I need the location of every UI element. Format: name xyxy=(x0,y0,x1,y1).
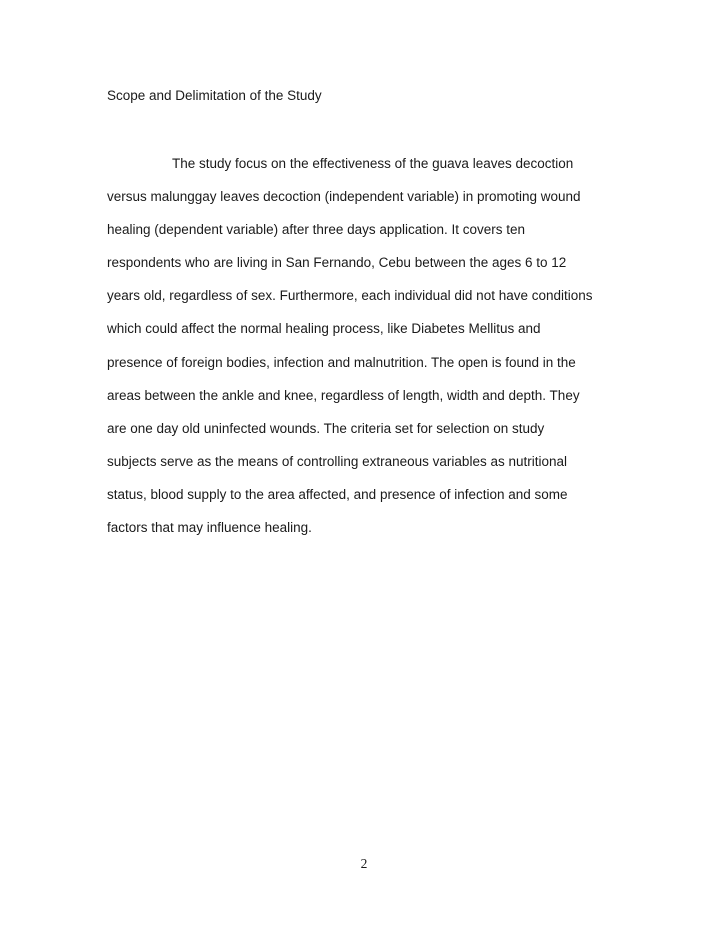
paragraph-line: which could affect the normal healing process, like Diabetes Mellitus and xyxy=(107,321,541,337)
paragraph-line: subjects serve as the means of controlling extraneous variables as nutritional xyxy=(107,453,567,469)
page-number: 2 xyxy=(360,856,368,871)
paragraph-line: respondents who are living in San Fernando, Cebu between the ages 6 to 12 xyxy=(107,255,567,271)
section-heading: Scope and Delimitation of the Study xyxy=(107,88,322,103)
paragraph-line: are one day old uninfected wounds. The criteria set for selection on study xyxy=(107,420,545,436)
paragraph-line: The study focus on the effectiveness of the guava leaves decoction xyxy=(172,156,574,171)
paragraph-line: areas between the ankle and knee, regardless of length, width and depth. They xyxy=(107,387,580,403)
paragraph-line: healing (dependent variable) after three days application. It covers ten xyxy=(107,222,526,238)
paragraph-line: versus malunggay leaves decoction (independent variable) in promoting wound xyxy=(107,189,581,205)
body-paragraph xyxy=(107,155,647,552)
paragraph-line: status, blood supply to the area affected, and presence of infection and some xyxy=(107,486,568,502)
paragraph-line: years old, regardless of sex. Furthermore, each individual did not have conditions xyxy=(107,288,593,304)
paragraph-line: presence of foreign bodies, infection and malnutrition. The open is found in the xyxy=(107,354,576,370)
paragraph-line: factors that may influence healing. xyxy=(107,520,312,536)
